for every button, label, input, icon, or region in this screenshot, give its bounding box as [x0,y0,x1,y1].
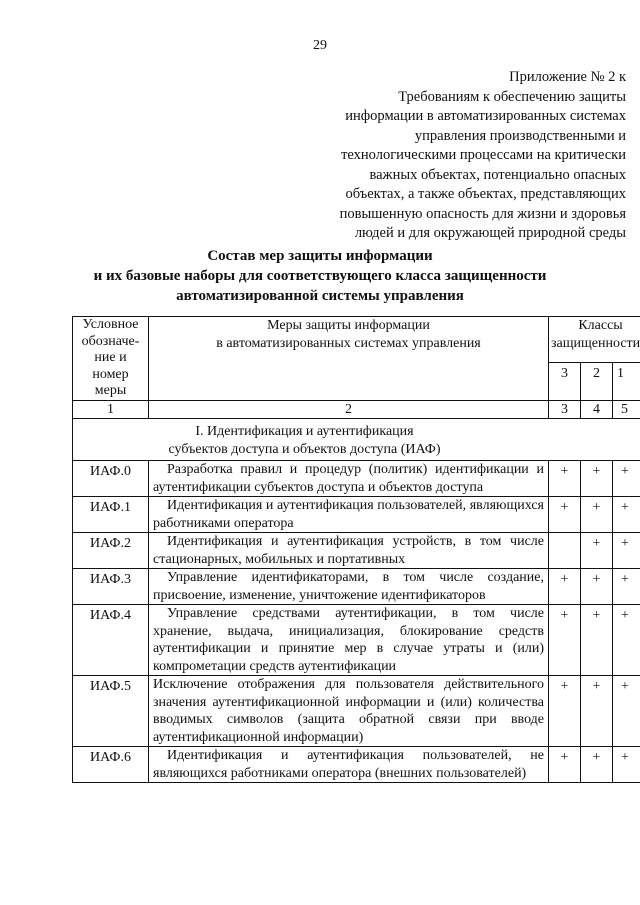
class-mark: + [613,569,640,605]
class-number: 1 [613,362,640,400]
column-number: 1 [73,400,149,419]
class-mark: + [581,497,613,533]
title-line: автоматизированной системы управления [176,288,464,304]
measure-code: ИАФ.4 [73,605,149,676]
table-row [73,605,640,676]
measure-code: ИАФ.0 [73,461,149,497]
column-number: 4 [581,400,613,419]
class-mark: + [613,497,640,533]
class-mark: + [549,676,581,747]
header-classes: Классы защищенности [549,317,640,363]
class-mark: + [581,461,613,497]
appendix-line: технологическими процессами на критически [341,147,626,163]
class-mark: + [581,747,613,783]
class-mark: + [613,533,640,569]
class-mark: + [581,605,613,676]
measure-text: Управление средствами аутентификации, в том числе хранение, выдача, инициализация, блокирование средств аутентификации и принятие мер в случае утраты и (или) компрометации средств аутентификации [149,605,549,676]
measure-text: Идентификация и аутентификация пользователей, не являющихся работниками оператора (внешних пользователей) [149,747,549,783]
measure-code: ИАФ.5 [73,676,149,747]
section-heading: I. Идентификация и аутентификация субъектов доступа и объектов доступа (ИАФ) [73,419,640,461]
column-number: 3 [549,400,581,419]
title-line: Состав мер защиты информации [207,248,433,264]
table-row [73,461,640,497]
class-number: 2 [581,362,613,400]
measure-code: ИАФ.2 [73,533,149,569]
measure-text: Идентификация и аутентификация пользователей, являющихся работниками оператора [149,497,549,533]
appendix-reference [286,68,626,244]
class-mark: + [581,569,613,605]
class-mark: + [613,676,640,747]
appendix-line: Требованиям к обеспечению защиты [398,88,626,105]
class-mark: + [549,569,581,605]
appendix-line: объектах, а также объектах, представляющих [345,186,626,202]
measure-code: ИАФ.1 [73,497,149,533]
appendix-line: управления производственными и [414,127,626,144]
document-title [0,246,640,306]
appendix-line: людей и для окружающей природной среды [354,225,626,241]
measures-table [72,316,640,783]
class-mark: + [581,676,613,747]
class-mark: + [613,747,640,783]
header-code: Условное обозначе- ние и номер меры [73,317,149,401]
section-heading-row [73,419,640,461]
table-row [73,676,640,747]
measure-text: Идентификация и аутентификация устройств, в том числе стационарных, мобильных и портативных [149,533,549,569]
appendix-line: информации в автоматизированных системах [345,108,626,124]
class-number: 3 [549,362,581,400]
class-mark: + [549,605,581,676]
appendix-line: важных объектах, потенциально опасных [369,166,626,183]
table-row [73,569,640,605]
column-number: 2 [149,400,549,419]
measure-text: Разработка правил и процедур (политик) идентификации и аутентификации субъектов доступа и объектов доступа [149,461,549,497]
column-numbers-row [73,400,640,419]
page-number: 29 [313,38,327,53]
measure-code: ИАФ.3 [73,569,149,605]
table-header-row [73,317,640,363]
class-mark: + [549,497,581,533]
class-mark: + [549,747,581,783]
column-number: 5 [613,400,640,419]
measure-code: ИАФ.6 [73,747,149,783]
measure-text: Управление идентификаторами, в том числе создание, присвоение, изменение, уничтожение идентификаторов [149,569,549,605]
header-measures: Меры защиты информации в автоматизированных системах управления [149,317,549,401]
class-mark: + [581,533,613,569]
title-line: и их базовые наборы для соответствующего класса защищенности [93,268,547,284]
class-mark: + [549,461,581,497]
appendix-line: повышенную опасность для жизни и здоровья [339,205,626,222]
appendix-line: Приложение № 2 к [509,69,626,85]
table-row [73,747,640,783]
class-mark [549,533,581,569]
table-row [73,533,640,569]
class-mark: + [613,461,640,497]
table-row [73,497,640,533]
class-mark: + [613,605,640,676]
measure-text: Исключение отображения для пользователя действительного значения аутентификационной информации и (или) количества вводимых символов (защита обратной связи при вводе аутентификационной информации) [149,676,549,747]
